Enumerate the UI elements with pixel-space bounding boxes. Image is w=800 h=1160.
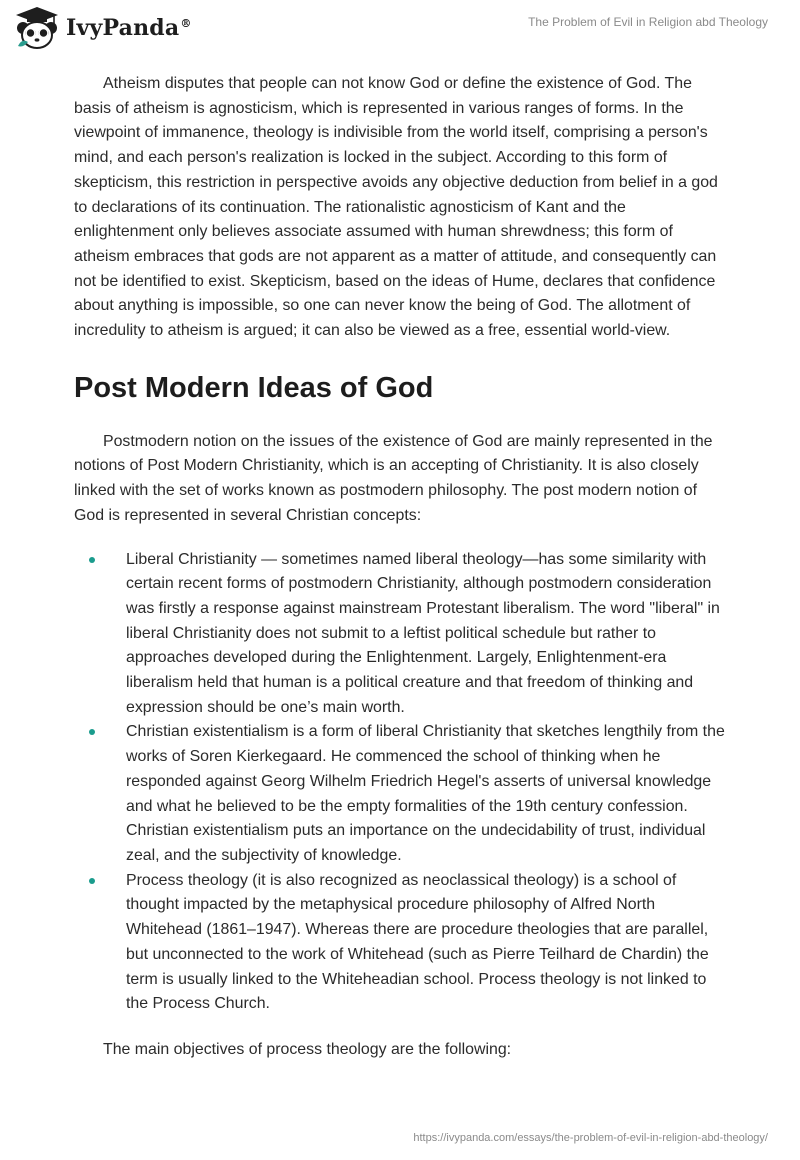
- brand-name-text: IvyPanda: [66, 15, 180, 41]
- list-item-text: Process theology (it is also recognized as neoclassical theology) is a school of thought impacted by the metaphysical procedure philosophy of Alfred North Whitehead (1861–1947). Whereas there are procedure theologies that are parallel, but unconnected to the work of Whitehead (such as Pierre Teilhard de Chardin) the term is usually linked to the Whiteheadian school. Process theology is not linked to the Process Church.: [126, 871, 709, 1013]
- page-header: [0, 0, 800, 60]
- paragraph-atheism: Atheism disputes that people can not know God or define the existence of God. The basis of atheism is agnosticism, which is represented in various ranges of forms. In the viewpoint of immanence, theology is indivisible from the world itself, comprising a person's mind, and each person's realization is locked in the subject. According to this form of skepticism, this restriction in perspective avoids any objective deduction from belief in a god to declarations of its continuation. The rationalistic agnosticism of Kant and the enlightenment only believes associate assumed with human shrewdness; this form of atheism embraces that gods are not apparent as a matter of attitude, and consequently can not be identified to exist. Skepticism, based on the ideas of Hume, declares that confidence about anything is impossible, so one can never know the being of God. The allotment of incredulity to atheism is argued; it can also be viewed as a free, essential world-view.: [74, 75, 718, 340]
- ivypanda-logo[interactable]: [14, 6, 192, 50]
- concepts-list: [74, 548, 730, 1017]
- essay-content: [74, 72, 730, 1063]
- list-item: [74, 869, 730, 1017]
- list-item: [74, 720, 730, 868]
- document-title: The Problem of Evil in Religion abd Theology: [528, 15, 768, 29]
- registered-mark: ®: [180, 16, 192, 30]
- list-item-text: Liberal Christianity — sometimes named liberal theology—has some similarity with certain recent forms of postmodern Christianity, although postmodern consideration was firstly a response against mainstream Protestant liberalism. The word "liberal" in liberal Christianity does not submit to a leftist political schedule but rather to approaches developed during the Enlightenment. Largely, Enlightenment-era liberalism held that human is a political creature and that freedom of thinking and expression should be one’s main worth.: [126, 550, 720, 716]
- list-item-text: Christian existentialism is a form of liberal Christianity that sketches lengthily from the works of Soren Kierkegaard. He commenced the school of thinking when he responded against Georg Wilhelm Friedrich Hegel's asserts of universal knowledge and what he believed to be the empty formalities of the 19th century confession. Christian existentialism puts an importance on the undecidability of trust, individual zeal, and the subjectivity of knowledge.: [126, 723, 725, 864]
- list-item: [74, 548, 730, 721]
- paragraph-objectives: The main objectives of process theology are the following:: [103, 1040, 512, 1058]
- section-heading: Post Modern Ideas of God: [74, 371, 434, 404]
- bullet-icon: [89, 729, 95, 735]
- brand-name: [66, 15, 192, 41]
- panda-graduate-icon: [14, 6, 60, 50]
- source-url[interactable]: https://ivypanda.com/essays/the-problem-of-evil-in-religion-abd-theology/: [413, 1132, 768, 1144]
- paragraph-postmodern-intro: Postmodern notion on the issues of the existence of God are mainly represented in the notions of Post Modern Christianity, which is an accepting of Christianity. It is also closely linked with the set of works known as postmodern philosophy. The post modern notion of God is represented in several Christian concepts:: [74, 432, 713, 524]
- bullet-icon: [89, 878, 95, 884]
- bullet-icon: [89, 557, 95, 563]
